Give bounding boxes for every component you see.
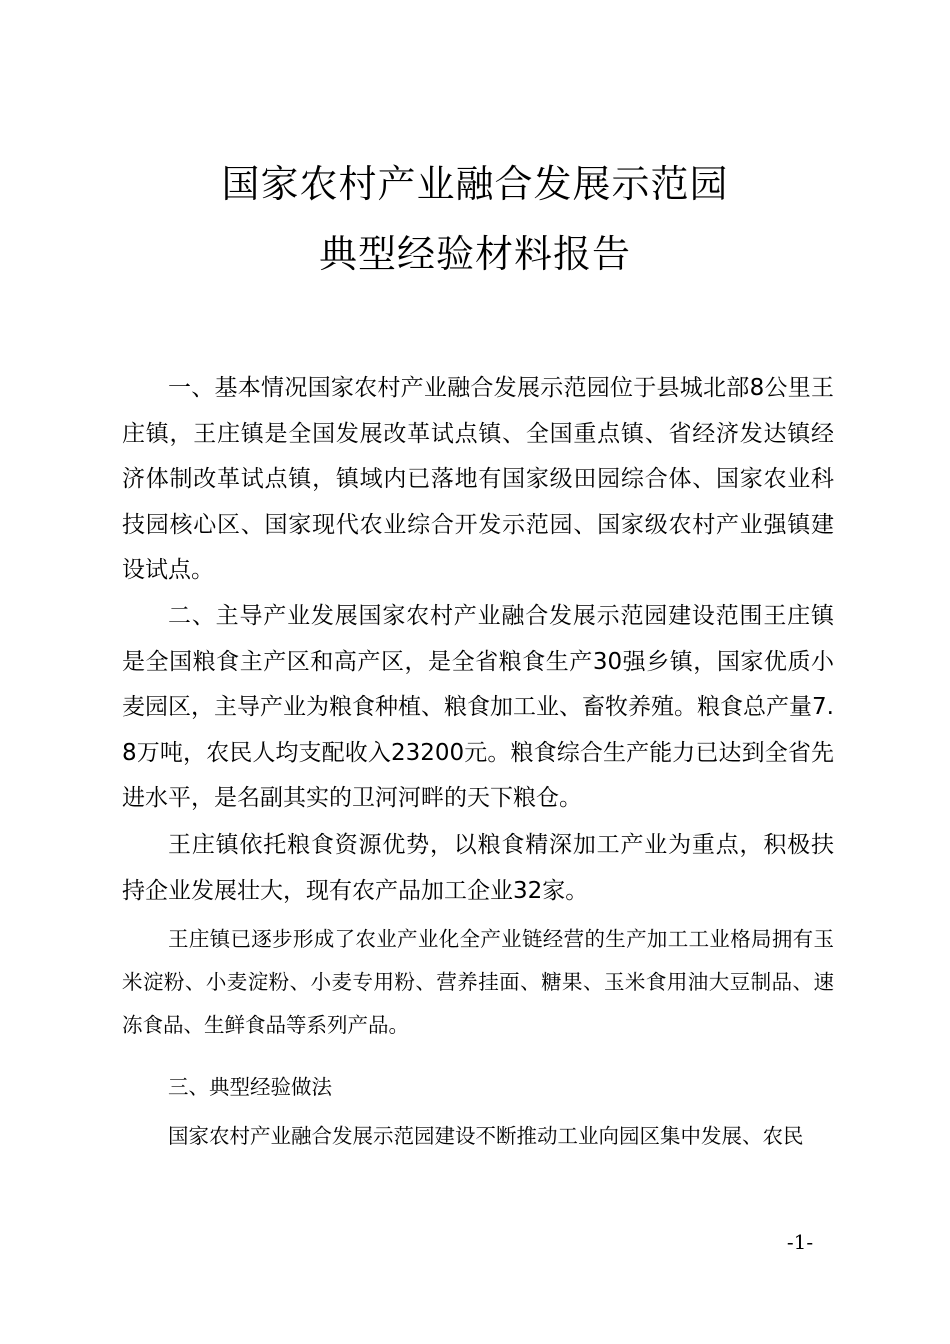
page-number: -1- (786, 1230, 814, 1254)
paragraph-basic-situation: 一、基本情况国家农村产业融合发展示范园位于县城北部8公里王庄镇，王庄镇是全国发展改革试点镇、全国重点镇、省经济发达镇经济体制改革试点镇，镇域内已落地有国家级田园综合体、国家农业科技园核心区、国家现代农业综合开发示范园、国家级农村产业强镇建设试点。 (122, 375, 834, 583)
paragraph-grain-resources: 王庄镇依托粮食资源优势，以粮食精深加工产业为重点，积极扶持企业发展壮大，现有农产品加工企业32家。 (122, 832, 834, 904)
paragraph-experience-start: 国家农村产业融合发展示范园建设不断推动工业向园区集中发展、农民 (168, 1124, 804, 1148)
document-title-line-2: 典型经验材料报告 (318, 232, 631, 276)
section-heading-experience: 三、典型经验做法 (168, 1075, 332, 1099)
paragraph-leading-industry: 二、主导产业发展国家农村产业融合发展示范园建设范围王庄镇是全国粮食主产区和高产区，是全省粮食生产30强乡镇，国家优质小麦园区，主导产业为粮食种植、粮食加工业、畜牧养殖。粮食总产量7.8万吨，农民人均支配收入23200元。粮食综合生产能力已达到全省先进水平，是名副其实的卫河河畔的天下粮仓。 (122, 603, 834, 811)
paragraph-industry-chain: 王庄镇已逐步形成了农业产业化全产业链经营的生产加工工业格局拥有玉米淀粉、小麦淀粉、小麦专用粉、营养挂面、糖果、玉米食用油大豆制品、速冻食品、生鲜食品等系列产品。 (122, 927, 834, 1037)
document-title-line-1: 国家农村产业融合发展示范园 (221, 162, 729, 206)
